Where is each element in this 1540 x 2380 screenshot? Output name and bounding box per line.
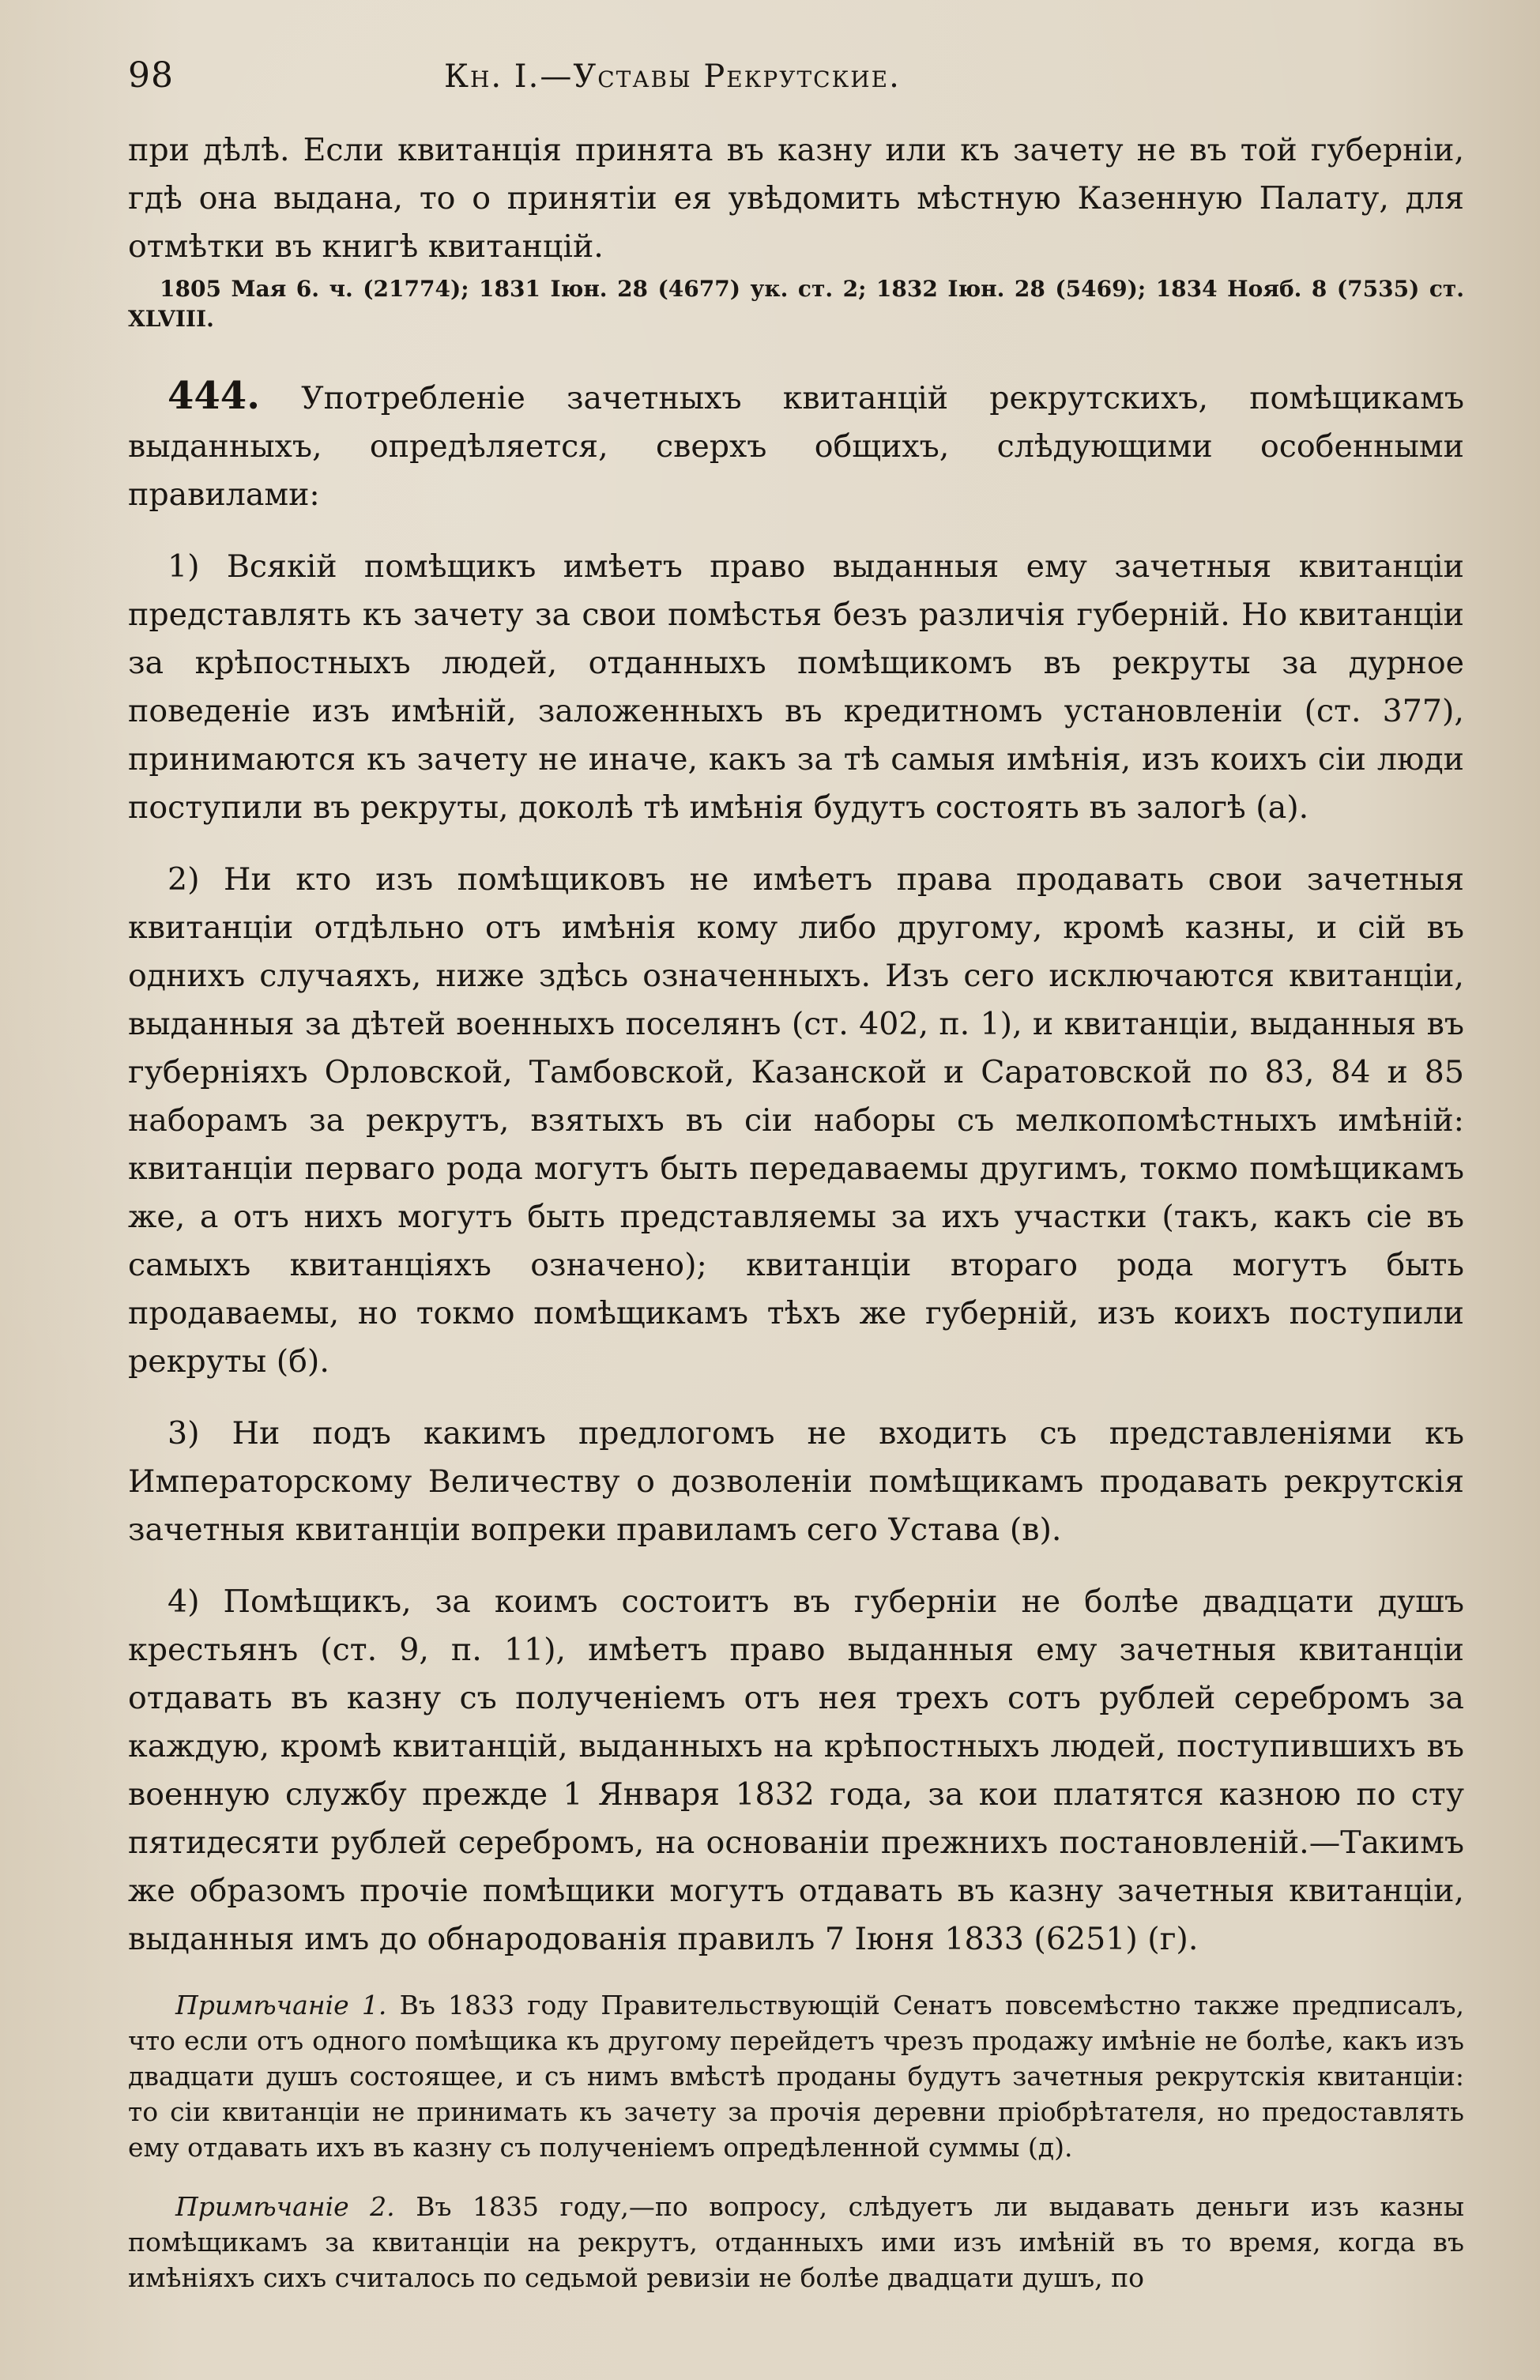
article-444 [128, 372, 1464, 519]
article-item-1: 1) Всякій помѣщикъ имѣетъ право выданныя ему зачетныя квитанціи представлять къ зачету за свои помѣстья безъ различія губерній. Но квитанціи за крѣпостныхъ людей, отданныхъ помѣщикомъ въ рекруты за дурное поведеніе изъ имѣній, заложенныхъ въ кредитномъ установленіи (ст. 377), принимаются къ зачету не иначе, какъ за тѣ самыя имѣнія, изъ коихъ сіи люди поступили въ рекруты, доколѣ тѣ имѣнія будутъ состоять въ залогѣ (а). [128, 548, 1464, 826]
article-item-4: 4) Помѣщикъ, за коимъ состоитъ въ губерніи не болѣе двадцати душъ крестьянъ (ст. 9, п. 11), имѣетъ право выданныя ему зачетныя квитанціи отдавать въ казну съ полученіемъ отъ нея трехъ сотъ рублей серебромъ за каждую, кромѣ квитанцій, выданныхъ на крѣпостныхъ людей, поступившихъ въ военную службу прежде 1 Января 1832 года, за кои платятся казною по сту пятидесяти рублей серебромъ, на основаніи прежнихъ постановленій.—Такимъ же образомъ прочіе помѣщики могутъ отдавать въ казну зачетныя квитанціи, выданныя имъ до обнародованія правилъ 7 Іюня 1833 (6251) (г). [128, 1584, 1464, 1957]
page-number: 98 [128, 55, 174, 96]
continuation-paragraph: при дѣлѣ. Если квитанція принята въ казну или къ зачету не въ той губерніи, гдѣ она выдана, то о принятіи ея увѣдомить мѣстную Казенную Палату, для отмѣтки въ книгѣ квитанцій. [128, 132, 1464, 265]
running-title: Кн. I.—Уставы Рекрутские. [444, 58, 901, 95]
note-2 [128, 2189, 1464, 2295]
article-number: 444. [168, 374, 260, 418]
article-intro: Употребленіе зачетныхъ квитанцій рекрутскихъ, помѣщикамъ выданныхъ, опредѣляется, сверхъ общихъ, слѣдующими особенными правилами: [128, 380, 1464, 513]
source-reference: 1805 Мая 6. ч. (21774); 1831 Іюн. 28 (4677) ук. ст. 2; 1832 Іюн. 28 (5469); 1834 Нояб. 8 (7535) ст. XLVIII. [128, 276, 1464, 332]
article-item-3: 3) Ни подъ какимъ предлогомъ не входить съ представленіями къ Императорскому Величеству о дозволеніи помѣщикамъ продавать рекрутскія зачетныя квитанціи вопреки правиламъ сего Устава (в). [128, 1415, 1464, 1548]
note-2-label: Примѣчаніе 2. [175, 2191, 395, 2222]
note-1-text: Въ 1833 году Правительствующій Сенатъ повсемѣстно также предписалъ, что если отъ одного помѣщика къ другому перейдетъ чрезъ продажу имѣніе не болѣе, какъ изъ двадцати душъ состоящее, и съ нимъ вмѣстѣ проданы будутъ зачетныя рекрутскія квитанціи: то сіи квитанціи не принимать къ зачету за прочія деревни пріобрѣтателя, но предоставлять ему отдавать ихъ въ казну съ полученіемъ опредѣленной суммы (д). [128, 1990, 1465, 2163]
note-1 [128, 1987, 1464, 2165]
note-2-text: Въ 1835 году,—по вопросу, слѣдуетъ ли выдавать деньги изъ казны помѣщикамъ за квитанціи на рекрутъ, отданныхъ ими изъ имѣній въ то время, когда въ имѣніяхъ сихъ считалось по седьмой ревизіи не болѣе двадцати душъ, по [128, 2191, 1464, 2293]
article-item-2: 2) Ни кто изъ помѣщиковъ не имѣетъ права продавать свои зачетныя квитанціи отдѣльно отъ имѣнія кому либо другому, кромѣ казны, и сій въ однихъ случаяхъ, ниже здѣсь означенныхъ. Изъ сего исключаются квитанціи, выданныя за дѣтей военныхъ поселянъ (ст. 402, п. 1), и квитанціи, выданныя въ губерніяхъ Орловской, Тамбовской, Казанской и Саратовской по 83, 84 и 85 наборамъ за рекрутъ, взятыхъ въ сіи наборы съ мелкопомѣстныхъ имѣній: квитанціи перваго рода могутъ быть передаваемы другимъ, токмо помѣщикамъ же, а отъ нихъ могутъ быть представляемы за ихъ участки (такъ, какъ сіе въ самыхъ квитанціяхъ означено); квитанціи втораго рода могутъ быть продаваемы, но токмо помѣщикамъ тѣхъ же губерній, изъ коихъ поступили рекруты (б). [128, 861, 1464, 1380]
page-header [128, 55, 1464, 111]
note-1-label: Примѣчаніе 1. [175, 1990, 387, 2020]
